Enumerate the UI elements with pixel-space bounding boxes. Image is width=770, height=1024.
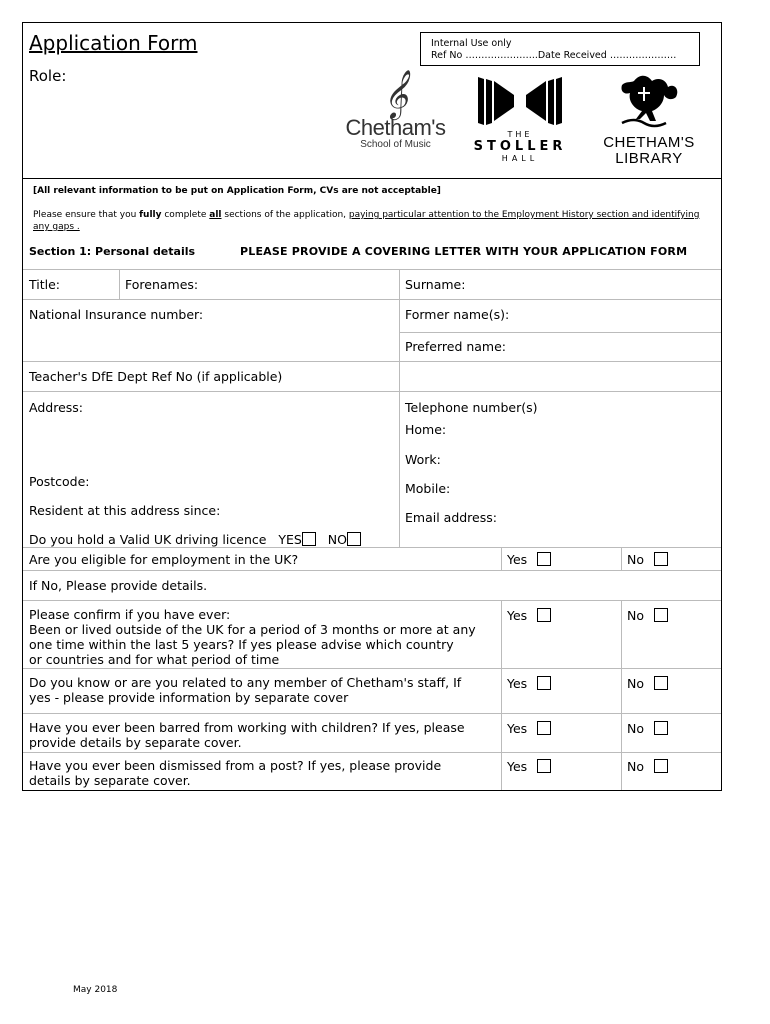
preferred-name-label: Preferred name:: [405, 339, 507, 354]
no-label: No: [627, 552, 644, 567]
licence-yes-checkbox[interactable]: [302, 532, 316, 546]
related-question: [29, 675, 461, 705]
yes-label: Yes: [507, 721, 528, 736]
stoller-name: STOLLER: [473, 139, 567, 154]
eligible-no-cell: [621, 548, 721, 570]
barred-row: [23, 713, 721, 752]
note-employment-history: paying particular attention to the Employment History section and identifying any gaps .: [33, 210, 700, 232]
eligible-yes: [507, 552, 551, 567]
abroad-line3: one time within the last 5 years? If yes please advise which country: [29, 637, 454, 652]
name-row: [23, 269, 721, 299]
dismissed-no: [627, 759, 668, 774]
related-no-cell: [621, 669, 721, 713]
application-form: [22, 22, 722, 791]
abroad-line1: Please confirm if you have ever:: [29, 607, 231, 622]
dismissed-yes-cell: [501, 753, 621, 790]
resident-since-label: Resident at this address since:: [29, 503, 221, 518]
postcode-label: Postcode:: [29, 474, 90, 489]
stoller-hall: HALL: [501, 154, 539, 163]
barred-yes-cell: [501, 714, 621, 752]
yes-label: Yes: [507, 759, 528, 774]
title-field[interactable]: [23, 270, 119, 299]
yes-label: Yes: [507, 676, 528, 691]
teacher-ref-label: Teacher's DfE Dept Ref No (if applicable): [29, 369, 283, 384]
abroad-question-cell: [23, 601, 501, 668]
related-line2: yes - please provide information by separate cover: [29, 690, 349, 705]
licence-no-checkbox[interactable]: [347, 532, 361, 546]
ref-no-line: Ref No …………………..Date Received …………………: [431, 50, 677, 61]
driving-licence-question: [29, 532, 361, 547]
barred-line2: provide details by separate cover.: [29, 735, 242, 750]
complete-all-sections-note: [33, 209, 715, 233]
chethams-library-logo: [589, 71, 709, 171]
abroad-yes: [507, 608, 551, 623]
ni-number-label: National Insurance number:: [29, 307, 204, 322]
note-all: all: [209, 210, 222, 220]
library-logo-line2: LIBRARY: [615, 150, 683, 167]
note-text-a: Please ensure that you: [33, 210, 140, 220]
mobile-phone-label: Mobile:: [405, 481, 451, 496]
dismissed-row: [23, 752, 721, 790]
eligible-yes-cell: [501, 548, 621, 570]
forenames-label: Forenames:: [125, 277, 199, 292]
driving-licence-label: Do you hold a Valid UK driving licence: [29, 532, 267, 547]
former-names-field[interactable]: [400, 300, 721, 333]
dismissed-line1: Have you ever been dismissed from a post? If yes, please provide: [29, 758, 442, 773]
licence-yes-label: YES: [278, 532, 302, 547]
griffin-crest-icon: [614, 71, 684, 131]
related-yes-cell: [501, 669, 621, 713]
email-label: Email address:: [405, 510, 497, 525]
related-row: [23, 668, 721, 713]
abroad-question: [29, 607, 476, 667]
yes-label: Yes: [507, 552, 528, 567]
forenames-field[interactable]: [119, 270, 399, 299]
abroad-yes-cell: [501, 601, 621, 668]
abroad-no-cell: [621, 601, 721, 668]
internal-use-label: Internal Use only: [431, 38, 512, 49]
abroad-line4: or countries and for what period of time: [29, 652, 280, 667]
barred-question-cell: [23, 714, 501, 752]
yes-label: Yes: [507, 608, 528, 623]
dismissed-no-checkbox[interactable]: [654, 759, 668, 773]
address-cell[interactable]: [23, 392, 399, 547]
preferred-name-field[interactable]: [400, 333, 721, 361]
library-logo-line1: CHETHAM'S: [603, 134, 695, 151]
stoller-the: THE: [507, 130, 533, 139]
address-label: Address:: [29, 400, 83, 415]
note-fully: fully: [139, 210, 162, 220]
eligible-row: [23, 547, 721, 570]
barred-no: [627, 721, 668, 736]
ni-number-field[interactable]: [23, 300, 399, 361]
internal-use-box: [420, 32, 700, 66]
no-label: No: [627, 721, 644, 736]
dismissed-question: [29, 758, 441, 788]
note-text-e: sections of the application,: [221, 210, 349, 220]
ni-row: [23, 299, 721, 361]
address-row: [23, 391, 721, 547]
related-yes-checkbox[interactable]: [537, 676, 551, 690]
eligible-question-cell: [23, 548, 501, 570]
barred-line1: Have you ever been barred from working with children? If yes, please: [29, 720, 465, 735]
surname-label: Surname:: [405, 277, 466, 292]
chethams-school-logo: [338, 71, 453, 171]
instructions-block: [23, 179, 721, 269]
eligible-no-checkbox[interactable]: [654, 552, 668, 566]
role-label: Role:: [29, 67, 67, 85]
telephone-label: Telephone number(s): [405, 400, 538, 415]
if-no-label: If No, Please provide details.: [29, 578, 208, 593]
abroad-yes-checkbox[interactable]: [537, 608, 551, 622]
dismissed-no-cell: [621, 753, 721, 790]
footer-date: May 2018: [73, 985, 118, 995]
related-question-cell: [23, 669, 501, 713]
former-preferred-cell: [399, 300, 721, 361]
no-label: No: [627, 608, 644, 623]
dismissed-line2: details by separate cover.: [29, 773, 191, 788]
dismissed-question-cell: [23, 753, 501, 790]
chethams-logo-sub: School of Music: [360, 139, 431, 150]
stoller-hall-mark-icon: [470, 75, 570, 127]
covering-letter-note: PLEASE PROVIDE A COVERING LETTER WITH YOUR APPLICATION FORM: [240, 245, 688, 258]
barred-no-cell: [621, 714, 721, 752]
abroad-line2: Been or lived outside of the UK for a period of 3 months or more at any: [29, 622, 476, 637]
surname-field[interactable]: [399, 270, 721, 299]
barred-question: [29, 720, 465, 750]
related-no-checkbox[interactable]: [654, 676, 668, 690]
section1-title: Section 1: Personal details: [29, 245, 196, 258]
barred-no-checkbox[interactable]: [654, 721, 668, 735]
barred-yes-checkbox[interactable]: [537, 721, 551, 735]
dismissed-yes: [507, 759, 551, 774]
abroad-no-checkbox[interactable]: [654, 608, 668, 622]
barred-yes: [507, 721, 551, 736]
work-phone-label: Work:: [405, 452, 441, 467]
teacher-ref-blank: [399, 362, 721, 391]
teacher-ref-row: [23, 361, 721, 391]
if-no-row[interactable]: [23, 570, 721, 600]
eligible-question: Are you eligible for employment in the UK?: [29, 552, 299, 567]
form-header: [23, 23, 721, 179]
dismissed-yes-checkbox[interactable]: [537, 759, 551, 773]
eligible-yes-checkbox[interactable]: [537, 552, 551, 566]
teacher-ref-field[interactable]: [23, 362, 399, 391]
eligible-no: [627, 552, 668, 567]
home-phone-label: Home:: [405, 422, 447, 437]
treble-clef-icon: 𝄞: [383, 69, 408, 118]
stoller-hall-logo: [465, 75, 575, 175]
licence-no-label: NO: [327, 532, 347, 547]
cv-not-acceptable-note: [All relevant information to be put on Application Form, CVs are not acceptable]: [33, 186, 441, 196]
telephone-cell[interactable]: [399, 392, 721, 547]
abroad-no: [627, 608, 668, 623]
related-no: [627, 676, 668, 691]
no-label: No: [627, 676, 644, 691]
related-line1: Do you know or are you related to any member of Chetham's staff, If: [29, 675, 462, 690]
note-text-c: complete: [161, 210, 210, 220]
no-label: No: [627, 759, 644, 774]
related-yes: [507, 676, 551, 691]
former-names-label: Former name(s):: [405, 307, 510, 322]
chethams-logo-name: Chetham's: [345, 115, 446, 140]
form-title: Application Form: [29, 31, 198, 55]
title-label: Title:: [29, 277, 60, 292]
abroad-row: [23, 600, 721, 668]
